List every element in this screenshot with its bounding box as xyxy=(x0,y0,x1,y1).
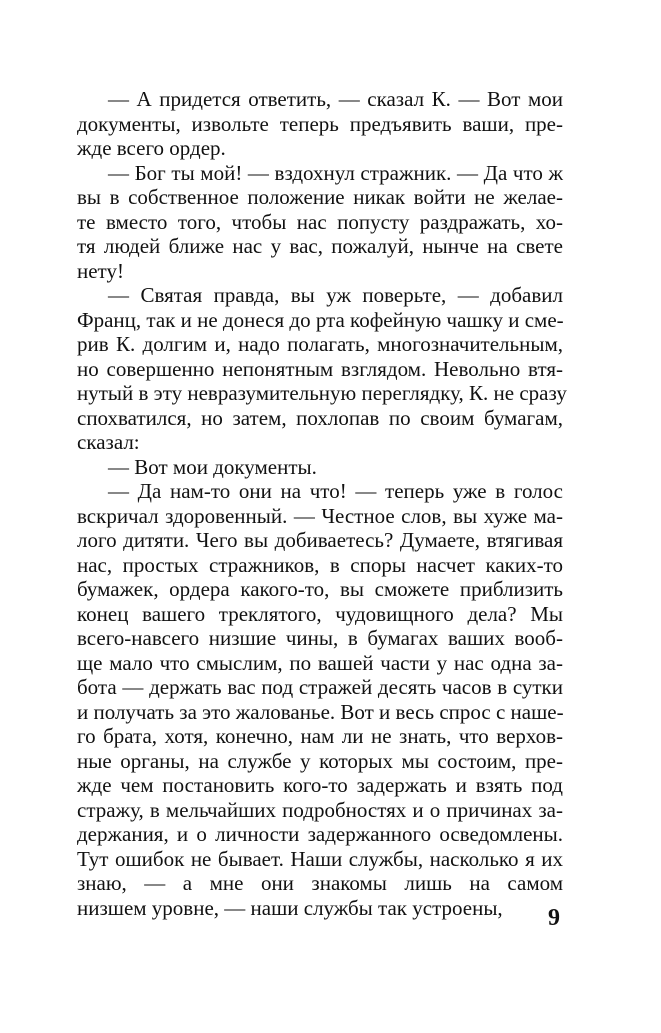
text-line: нас, простых стражников, в споры насчет каких-то xyxy=(77,552,563,577)
text-line: бота — держать вас под стражей десять часов в сутки xyxy=(77,675,563,699)
text-line: сказал: xyxy=(77,430,140,454)
text-line: всего-навсего низшие чины, в бумагах ваших вооб- xyxy=(77,626,563,650)
text-line: лого дитяти. Чего вы добиваетесь? Думаете, втягивая xyxy=(77,528,563,552)
text-line: нету! xyxy=(77,258,124,283)
text-line: — Вот мои документы. xyxy=(108,454,317,479)
text-line: конец вашего треклятого, чудовищного дела? Мы xyxy=(77,601,563,626)
text-line: — Святая правда, вы уж поверьте, — добавил xyxy=(108,283,563,307)
text-line: но совершенно непонятным взглядом. Невольно втя- xyxy=(77,356,563,381)
body-text xyxy=(77,87,567,920)
text-line: — А придется ответить, — сказал К. — Вот мои xyxy=(108,87,563,111)
text-line: знаю, — а мне они знакомы лишь на самом xyxy=(77,871,563,895)
text-line: Тут ошибок не бывает. Наши службы, насколько я их xyxy=(77,846,563,871)
text-line: стражу, в мельчайших подробностях и о причинах за- xyxy=(77,797,563,822)
text-line: нутый в эту невразумительную переглядку, К. не сразу xyxy=(77,381,567,405)
text-line: и получать за это жалованье. Вот и весь спрос с наше- xyxy=(77,699,564,724)
text-line: ные органы, на службе у которых мы состоим, пре- xyxy=(77,748,563,773)
page-number: 9 xyxy=(548,905,560,931)
text-line: бумажек, ордера какого-то, вы сможете приблизить xyxy=(77,577,563,601)
text-line: жде всего ордер. xyxy=(77,136,226,160)
text-line: низшем уровне, — наши службы так устроены, xyxy=(77,895,503,920)
text-line: те вместо того, чтобы нас попусту раздражать, хо- xyxy=(77,209,563,234)
text-line: держания, и о личности задержанного осведомлены. xyxy=(77,822,563,846)
text-line: жде чем постановить кого-то задержать и взять под xyxy=(77,773,563,797)
text-line: вы в собственное положение никак войти не желае- xyxy=(77,185,563,209)
text-line: спохватился, но затем, похлопав по своим бумагам, xyxy=(77,405,563,430)
text-line: го брата, хотя, конечно, нам ли не знать, что верхов- xyxy=(77,724,563,748)
text-line: ще мало что смыслим, по вашей части у нас одна за- xyxy=(77,650,563,675)
text-line: тя людей ближе нас у вас, пожалуй, нынче на свете xyxy=(77,234,563,258)
text-line: — Бог ты мой! — вздохнул стражник. — Да что ж xyxy=(108,160,563,185)
text-line: Франц, так и не донеся до рта кофейную чашку и сме- xyxy=(77,307,564,332)
text-line: — Да нам-то они на что! — теперь уже в голос xyxy=(108,479,563,503)
text-line: вскричал здоровенный. — Честное слов, вы хуже ма- xyxy=(77,503,563,528)
text-line: рив К. долгим и, надо полагать, многозначительным, xyxy=(77,332,563,356)
text-line: документы, извольте теперь предъявить ваши, пре- xyxy=(77,111,563,136)
